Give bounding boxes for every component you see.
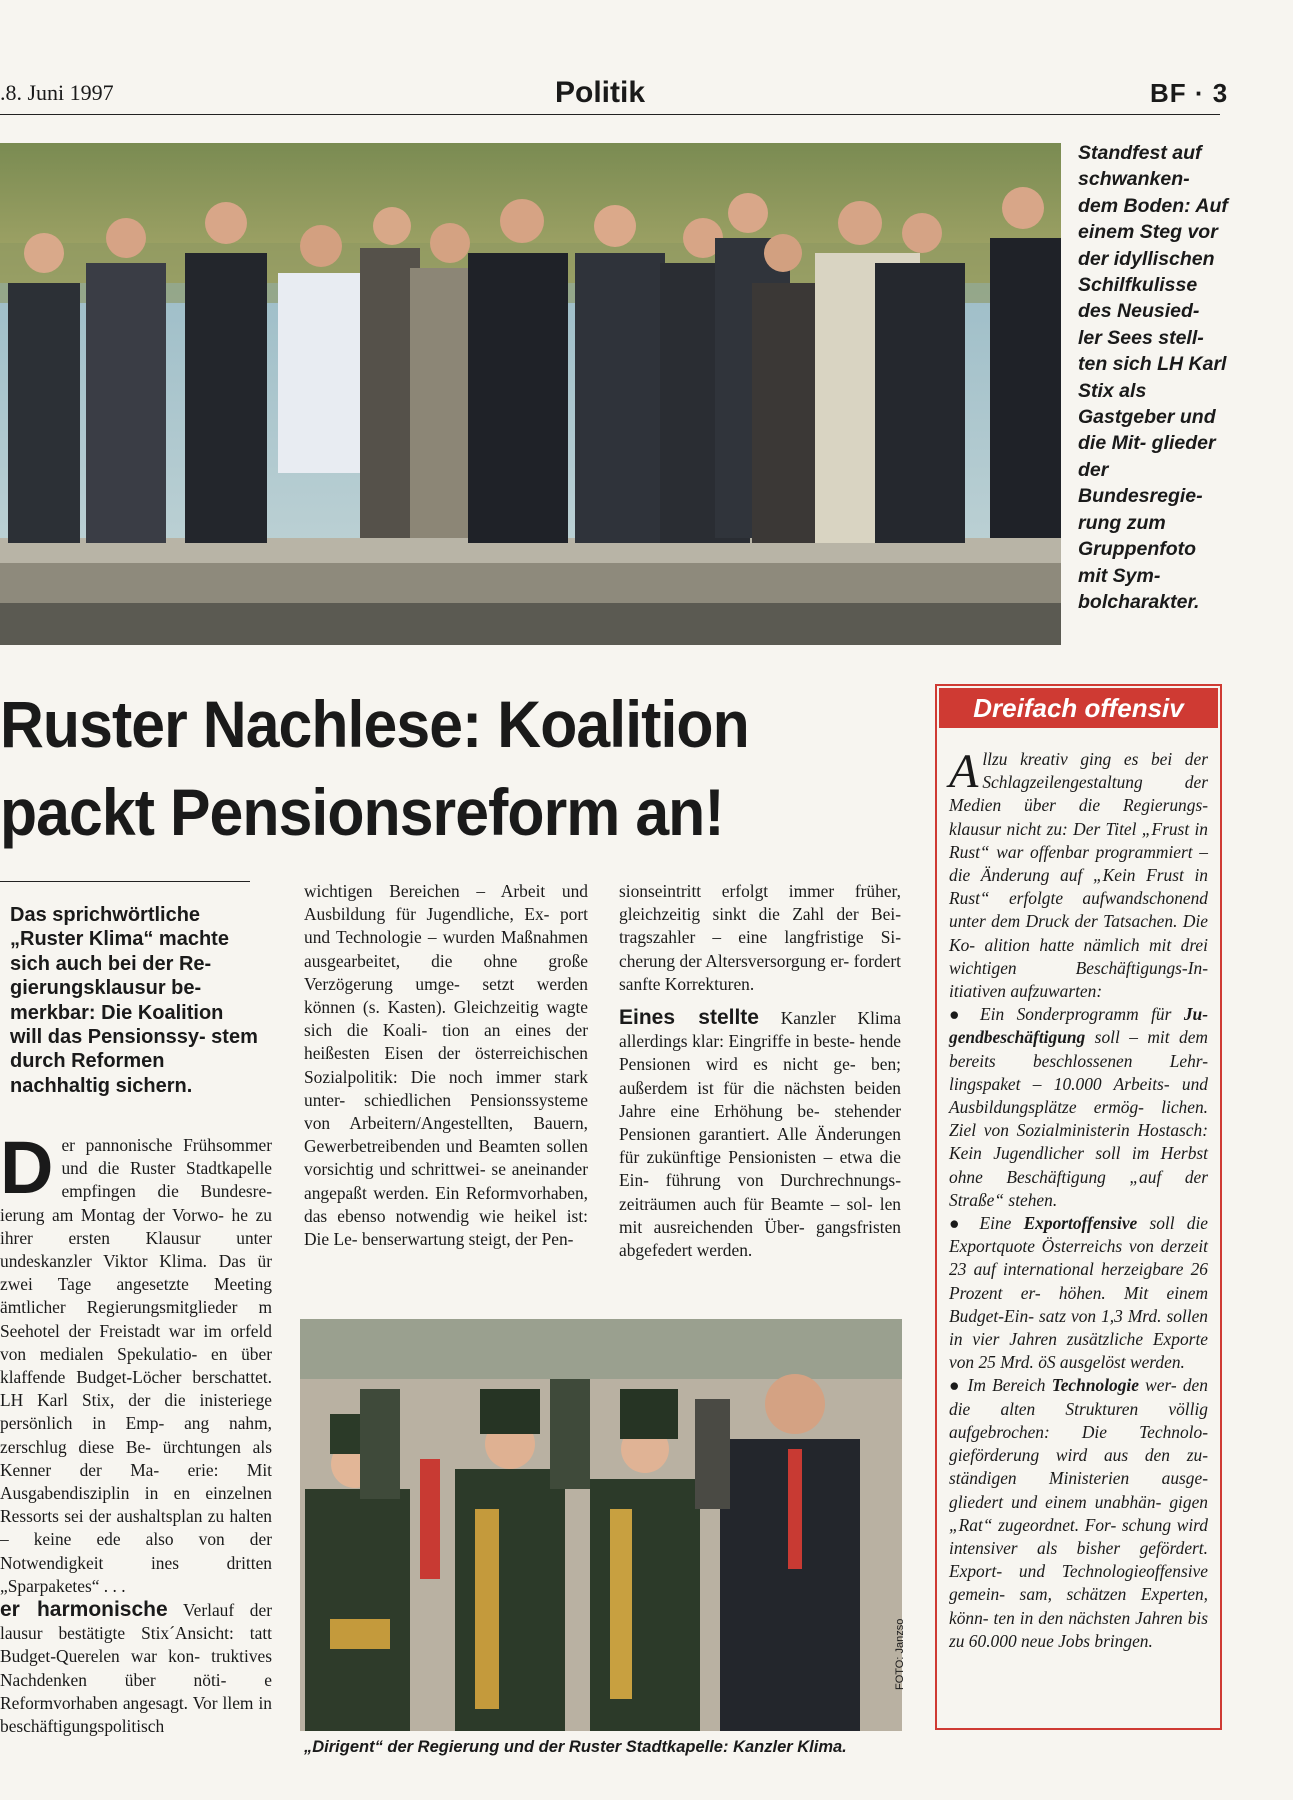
sidebar-bullet2-bold: Exportoffensive [1023, 1213, 1138, 1234]
sidebar-bullet3-bold: Technologie [1051, 1375, 1139, 1396]
headline-line-1: Ruster Nachlese: Koalition [0, 687, 749, 761]
sidebar-bullet1-pre: Ein Sonderprogramm für [980, 1004, 1184, 1025]
bullet-icon: ● [949, 1004, 968, 1025]
article-col3-runin: Eines stellte [619, 1006, 759, 1030]
article-col1-runin: er harmonische [0, 1598, 168, 1622]
band-photo-caption: „Dirigent“ der Regierung und der Ruster Stadtkapelle: Kanzler Klima. [304, 1738, 847, 1756]
sidebar-body [949, 745, 1208, 1653]
sidebar-bullet3-pre: Im Bereich [967, 1375, 1052, 1396]
group-photo [0, 143, 1061, 645]
article-col3-para1: sionseintritt erfolgt immer früher, gleichzeitig sinkt die Zahl der Bei- tragszahler – eine langfristige Si- cherung der Altersversorgung er- fordert sanfte Korrekturen. [619, 881, 901, 994]
sidebar-bullet2-pre: Eine [979, 1213, 1024, 1234]
article-column-2 [304, 880, 588, 1251]
issue-date: .8. Juni 1997 [0, 80, 114, 105]
article-column-1 [0, 1126, 272, 1738]
sidebar-bullet1-post: soll – mit dem bereits beschlossenen Lehr- lingspaket – 10.000 Arbeits- und Ausbildungsplätze ermög- lichen. Ziel von Sozialministerin Hostasch: Kein Jugendlicher soll im Herbst ohne Beschäftigung „auf der Straße“ stehen. [949, 1027, 1208, 1210]
article-col1-para2: Verlauf der lausur bestätigte Stix´Ansicht: tatt Budget-Querelen war kon- truktives Nachdenken über nöti- e Reformvorhaben angesagt. Vor llem in beschäftigungspolitisch [0, 1600, 272, 1737]
bullet-icon: ● [949, 1375, 962, 1396]
top-photo-caption: Standfest auf schwanken- dem Boden: Auf einem Steg vor der idyllischen Schilfkulisse des Neusied- ler Sees stell- ten sich LH Karl Stix als Gastgeber und die Mit- glieder der Bundesregie- rung zum Gruppenfoto mit Sym- bolcharakter. [1078, 142, 1228, 613]
page-number: BF · 3 [1150, 78, 1229, 108]
sidebar-bullet1-bold: Ju- gendbeschäftigung [949, 1004, 1208, 1048]
headline-line-2: packt Pensionsreform an! [0, 775, 724, 849]
bullet-icon: ● [949, 1213, 968, 1234]
photo-credit: FOTO: Janzso [894, 1618, 906, 1690]
sidebar-bullet3-post: wer- den die alten Strukturen völlig aufgebrochen: Die Technolo- gieförderung wird aus den zu- ständigen Ministerien ausge- gliedert und einem unabhän- gigen „Rat“ zugeordnet. For- schung wird intensiver als bisher gefördert. Export- und Technologieoffensive gemein- sam, schätzen Experten, könn- ten in den nächsten Jahren bis zu 60.000 neue Jobs bringen. [949, 1375, 1208, 1651]
article-dropcap: D [0, 1126, 54, 1209]
sidebar-dropcap: A [949, 745, 979, 798]
header-rule [0, 114, 1220, 115]
band-photo [300, 1319, 902, 1731]
lead-rule [0, 881, 250, 882]
sidebar-box [935, 684, 1222, 1730]
article-col1-para1: er pannonische Frühsommer und die Ruster Stadtkapelle empfingen die Bundesre- ierung am Montag der Vorwo- he zu ihrer ersten Klausur unter undeskanzler Viktor Klima. Das ür zwei Tage angesetzte Meeting ämtlicher Regierungsmitglieder m Seehotel der Freistadt war im orfeld von medialen Spekulatio- en über klaffende Budget-Löcher berschattet. LH Karl Stix, der die inisteriege persönlich in Emp- ang nahm, zerschlug diese Be- ürchtungen als Kenner der Ma- erie: Mit Ausgabendisziplin in en einzelnen Ressorts sei der aushaltsplan zu halten – keine ede also von der Notwendigkeit ines dritten „Sparpaketes“ . . . [0, 1135, 272, 1596]
article-column-3 [619, 880, 901, 1262]
section-title: Politik [555, 76, 646, 109]
article-col3-para2: Kanzler Klima allerdings klar: Eingriffe in beste- hende Pensionen wird es nicht ge- ben; außerdem ist für die nächsten beiden Jahre eine Erhöhung be- stehender Pensionen garantiert. Alle Änderungen für zukünftige Pensionisten – etwa die Ein- führung von Durchrechnungs- zeiträumen auch für Beamte – sol- len mit ausreichenden Über- gangsfristen abgefedert werden. [619, 1008, 901, 1261]
sidebar-bullet2-post: soll die Exportquote Österreichs von derzeit 23 auf international herzeigbare 26 Prozent er- höhen. Mit einem Budget-Ein- satz von 1,3 Mrd. sollen in vier Jahren zusätzliche Exporte von 25 Mrd. öS ausgelöst werden. [949, 1213, 1208, 1373]
headline [0, 680, 828, 856]
sidebar-title: Dreifach offensiv [939, 688, 1218, 728]
article-col2-para1: wichtigen Bereichen – Arbeit und Ausbildung für Jugendliche, Ex- port und Technologie – wurden Maßnahmen ausgearbeitet, die ohne große Verzögerung umge- setzt werden können (s. Kasten). Gleichzeitig wagte sich die Koali- tion an eines der heißesten Eisen der österreichischen Sozialpolitik: Die noch immer stark unter- schiedlichen Pensionssysteme von Arbeitern/Angestellten, Bauern, Gewerbetreibenden und Beamten sollen vorsichtig und schrittwei- se aneinander angepaßt werden. Ein Reformvorhaben, das ebenso notwendig wie heikel ist: Die Le- benserwartung steigt, der Pen- [304, 881, 588, 1250]
sidebar-intro: llzu kreativ ging es bei der Schlagzeilengestaltung der Medien über die Regierungs- klausur nicht zu: Der Titel „Frust in Rust“ war offenbar programmiert – die Änderung auf „Kein Frust in Rust“ erfolgte aufwandschonend unter dem Druck der Tatsachen. Die Ko- alition hatte nämlich mit drei wichtigen Beschäftigungs-In- itiativen aufzuwarten: [949, 749, 1208, 1002]
lead-paragraph: Das sprichwörtliche „Ruster Klima“ machte sich auch bei der Re- gierungsklausur be- merkbar: Die Koalition will das Pensionssy- stem durch Reformen nachhaltig sichern. [10, 904, 258, 1097]
